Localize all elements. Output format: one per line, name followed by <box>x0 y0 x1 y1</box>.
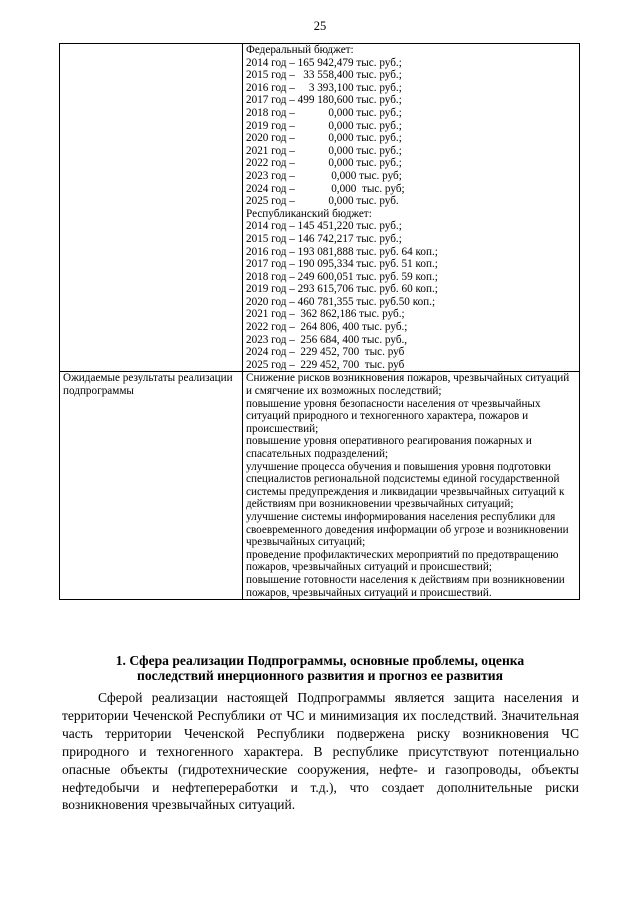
section-paragraph: Сферой реализации настоящей Подпрограммы является защита населения и территории Чеченской Республики от ЧС и минимизация их последствий. Значительная часть территории Чеченской Республики подвержена риску возникновения ЧС природного и техногенного характера. В республике присутствуют потенциально опасные объекты (гидротехнические сооружения, нефте- и газопроводы, объекты нефтедобычи и нефтепереработки и т.д.), что создает дополнительные риски возникновения чрезвычайных ситуаций. <box>62 690 579 813</box>
budget-line: 2016 год – 193 081,888 тыс. руб. 64 коп.; <box>246 245 438 258</box>
budget-line: 2024 год – 229 452, 700 тыс. руб <box>246 346 405 359</box>
passport-table <box>59 43 580 600</box>
result-item: повышение готовности населения к действиям при возникновении пожаров, чрезвычайных ситуаций и происшествий. <box>246 573 565 599</box>
result-item: повышение уровня оперативного реагирования пожарных и спасательных подразделений; <box>246 435 532 460</box>
budget-line: Республиканский бюджет: <box>246 207 372 220</box>
budget-line: 2014 год – 145 451,220 тыс. руб.; <box>246 220 402 233</box>
budget-line: 2023 год – 256 684, 400 тыс. руб., <box>246 333 408 346</box>
results-cell <box>243 372 580 600</box>
budget-line: 2020 год – 460 781,355 тыс. руб.50 коп.; <box>246 295 436 308</box>
budget-line: 2014 год – 165 942,479 тыс. руб.; <box>246 56 402 69</box>
budget-line: 2022 год – 0,000 тыс. руб.; <box>246 157 402 170</box>
page-number: 25 <box>313 19 327 33</box>
budget-line: 2018 год – 249 600,051 тыс. руб. 59 коп.; <box>246 270 438 283</box>
budget-line: 2025 год – 229 452, 700 тыс. руб <box>246 358 405 371</box>
budget-line: 2024 год – 0,000 тыс. руб; <box>246 182 405 195</box>
budget-label-cell <box>60 44 243 372</box>
budget-line: 2015 год – 146 742,217 тыс. руб.; <box>246 232 402 245</box>
result-item: Снижение рисков возникновения пожаров, чрезвычайных ситуаций и смягчение их возможных последствий; <box>246 372 570 398</box>
result-item: улучшение системы информирования населения республики для своевременного доведения информации об угрозе и возникновении чрезвычайных ситуаций; <box>246 510 569 549</box>
budget-line: 2017 год – 190 095,334 тыс. руб. 51 коп.; <box>246 258 438 271</box>
table-row-budget <box>60 44 580 372</box>
results-label-cell: Ожидаемые результаты реализации подпрограммы <box>60 372 243 600</box>
budget-line: 2018 год – 0,000 тыс. руб.; <box>246 106 402 119</box>
budget-line: 2023 год – 0,000 тыс. руб; <box>246 169 402 182</box>
section-heading <box>62 653 578 683</box>
budget-line: 2025 год – 0,000 тыс. руб. <box>246 195 399 208</box>
budget-line: 2017 год – 499 180,600 тыс. руб.; <box>246 94 402 107</box>
budget-line: 2021 год – 0,000 тыс. руб.; <box>246 144 402 157</box>
budget-line: Федеральный бюджет: <box>246 44 354 56</box>
result-item: повышение уровня безопасности населения от чрезвычайных ситуаций природного и техногенного характера, пожаров и происшествий; <box>246 397 541 435</box>
budget-line: 2022 год – 264 806, 400 тыс. руб.; <box>246 321 408 334</box>
budget-line: 2021 год – 362 862,186 тыс. руб.; <box>246 308 405 321</box>
budget-line: 2015 год – 33 558,400 тыс. руб.; <box>246 69 402 82</box>
table-row-results <box>60 372 580 600</box>
budget-line: 2019 год – 293 615,706 тыс. руб. 60 коп.; <box>246 283 438 296</box>
budget-line: 2020 год – 0,000 тыс. руб.; <box>246 132 402 145</box>
budget-line: 2016 год – 3 393,100 тыс. руб.; <box>246 81 402 94</box>
section-heading-line-2: последствий инерционного развития и прогноз ее развития <box>136 668 503 683</box>
section-heading-line-1: 1. Сфера реализации Подпрограммы, основные проблемы, оценка <box>115 653 525 668</box>
result-item: улучшение процесса обучения и повышения уровня подготовки специалистов региональной подсистемы единой государственной системы предупреждения и ликвидации чрезвычайных ситуаций к действиям при возникновении чрезвычайных ситуаций; <box>246 460 565 511</box>
budget-line: 2019 год – 0,000 тыс. руб.; <box>246 119 402 132</box>
budget-cell <box>243 44 580 372</box>
result-item: проведение профилактических мероприятий по предотвращению пожаров, чрезвычайных ситуаций и происшествий; <box>246 548 559 574</box>
